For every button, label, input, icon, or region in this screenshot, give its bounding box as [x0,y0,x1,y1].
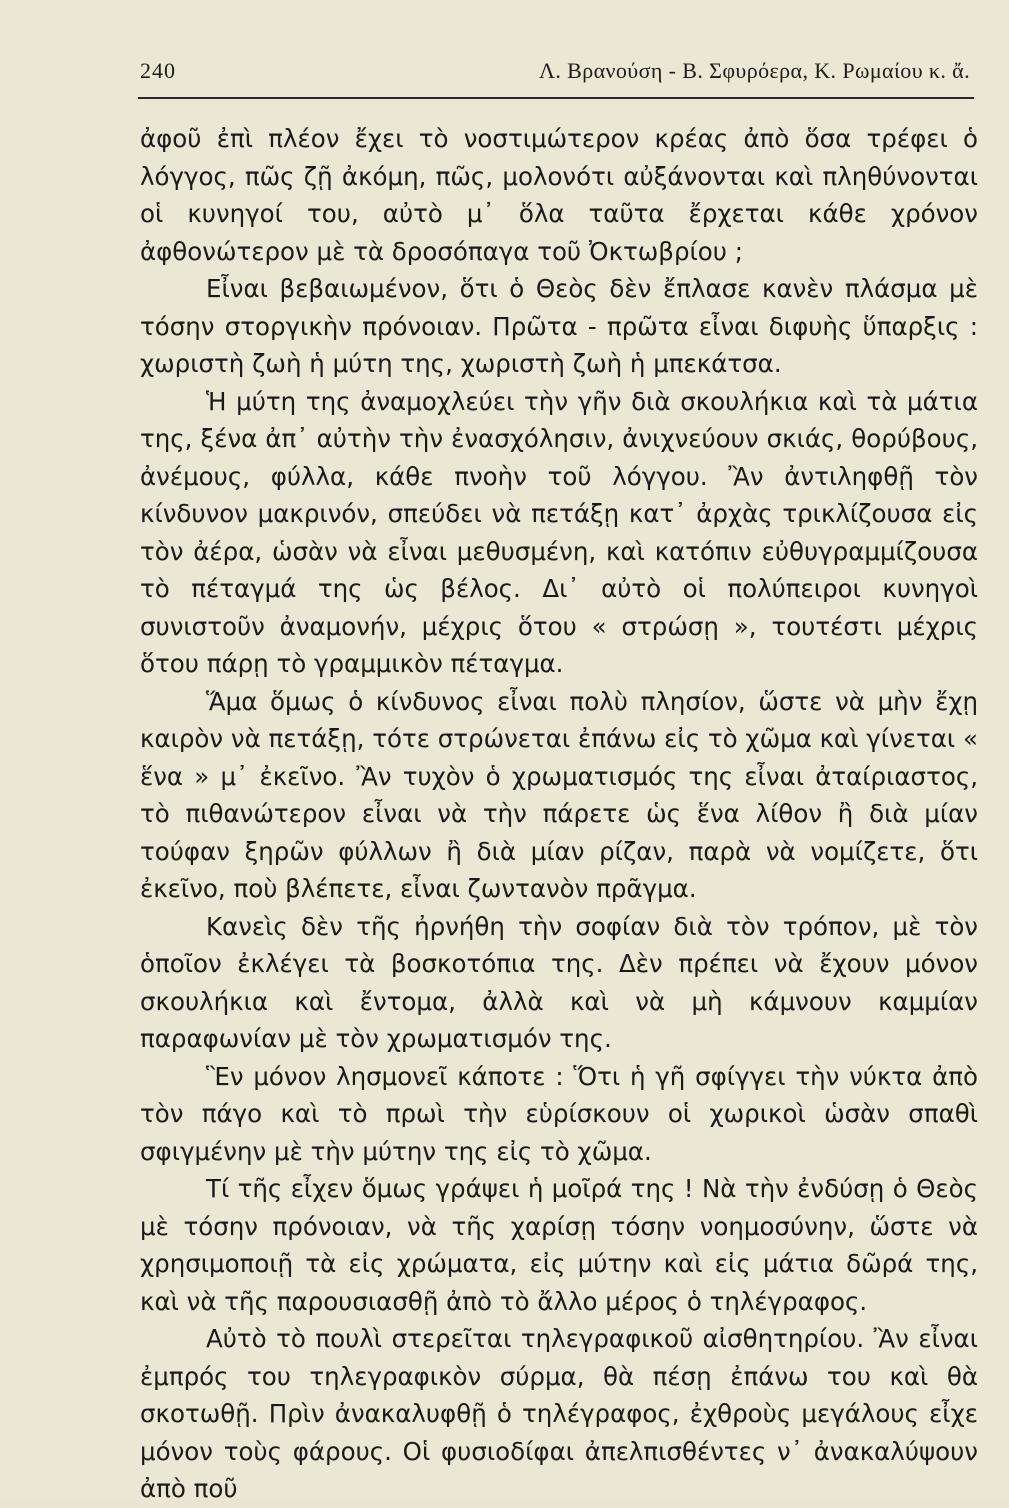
paragraph-8: Αὐτὸ τὸ πουλὶ στερεῖται τηλεγραφικοῦ αἰσθητηρίου. Ἂν εἶναι ἐμπρός του τηλεγραφικὸν σύρμα, θὰ πέσῃ ἐπάνω του καὶ θὰ σκοτωθῇ. Πρὶν ἀνακαλυφθῇ ὁ τηλέγραφος, ἐχθροὺς μεγάλους εἶχε μόνον τοὺς φάρους. Οἱ φυσιοδίφαι ἀπελπισθέντες ν᾽ ἀνακαλύψουν ἀπὸ ποῦ [140,1324,978,1503]
body-text [140,120,978,1508]
running-head: Λ. Βρανούση - Β. Σφυρόερα, Κ. Ρωμαίου κ. ἄ. [539,58,970,83]
paragraph-4: Ἅμα ὅμως ὁ κίνδυνος εἶναι πολὺ πλησίον, ὥστε νὰ μὴν ἔχῃ καιρὸν νὰ πετάξῃ, τότε στρώνεται ἐπάνω εἰς τὸ χῶμα καὶ γίνεται « ἕνα » μ᾽ ἐκεῖνο. Ἂν τυχὸν ὁ χρωματισμός της εἶναι ἀταίριαστος, τὸ πιθανώτερον εἶναι νὰ τὴν πάρετε ὡς ἕνα λίθον ἢ διὰ μίαν τούφαν ξηρῶν φύλλων ἢ διὰ μίαν ρίζαν, παρὰ νὰ νομίζετε, ὅτι ἐκεῖνο, ποὺ βλέπετε, εἶναι ζωντανὸν πρᾶγμα. [140,686,978,903]
header-rule [138,97,974,99]
page-header [140,58,970,88]
paragraph-7: Τί τῆς εἶχεν ὅμως γράψει ἡ μοῖρά της ! Νὰ τὴν ἐνδύσῃ ὁ Θεὸς μὲ τόσην πρόνοιαν, νὰ τῆς χαρίσῃ τόσην νοημοσύνην, ὥστε νὰ χρησιμοποιῇ τὰ εἰς χρώματα, εἰς μύτην καὶ εἰς μάτια δῶρά της, καὶ νὰ τῆς παρουσιασθῇ ἀπὸ τὸ ἄλλο μέρος ὁ τηλέγραφος. [140,1174,978,1316]
page-number: 240 [140,58,176,83]
paragraph-6: Ἓν μόνον λησμονεῖ κάποτε : Ὅτι ἡ γῆ σφίγγει τὴν νύκτα ἀπὸ τὸν πάγο καὶ τὸ πρωὶ τὴν εὑρίσκουν οἱ χωρικοὶ ὡσὰν σπαθὶ σφιγμένην μὲ τὴν μύτην της εἰς τὸ χῶμα. [140,1061,978,1166]
paragraph-2: Εἶναι βεβαιωμένον, ὅτι ὁ Θεὸς δὲν ἔπλασε κανὲν πλάσμα μὲ τόσην στοργικὴν πρόνοιαν. Πρῶτα - πρῶτα εἶναι διφυὴς ὕπαρξις : χωριστὴ ζωὴ ἡ μύτη της, χωριστὴ ζωὴ ἡ μπεκάτσα. [140,274,978,378]
paragraph-3: Ἡ μύτη της ἀναμοχλεύει τὴν γῆν διὰ σκουλήκια καὶ τὰ μάτια της, ξένα ἀπ᾽ αὐτὴν τὴν ἐνασχόλησιν, ἀνιχνεύουν σκιάς, θορύβους, ἀνέμους, φύλλα, κάθε πνοὴν τοῦ λόγγου. Ἂν ἀντιληφθῇ τὸν κίνδυνον μακρινόν, σπεύδει νὰ πετάξῃ κατ᾽ ἀρχὰς τρικλίζουσα εἰς τὸν ἀέρα, ὡσὰν νὰ εἶναι μεθυσμένη, καὶ κατόπιν εὐθυγραμμίζουσα τὸ πέταγμά της ὡς βέλος. Δι᾽ αὐτὸ οἱ πολύπειροι κυνηγοὶ συνιστοῦν ἀναμονήν, μέχρις ὅτου « στρώσῃ », τουτέστι μέχρις ὅτου πάρῃ τὸ γραμμικὸν πέταγμα. [140,386,978,678]
paragraph-5: Κανεὶς δὲν τῆς ἠρνήθη τὴν σοφίαν διὰ τὸν τρόπον, μὲ τὸν ὁποῖον ἐκλέγει τὰ βοσκοτόπια της. Δὲν πρέπει νὰ ἔχουν μόνον σκουλήκια καὶ ἔντομα, ἀλλὰ καὶ νὰ μὴ κάμνουν καμμίαν παραφωνίαν μὲ τὸν χρωματισμόν της. [140,911,978,1053]
paragraph-1: ἀφοῦ ἐπὶ πλέον ἔχει τὸ νοστιμώτερον κρέας ἀπὸ ὅσα τρέφει ὁ λόγγος, πῶς ζῇ ἀκόμη, πῶς, μολονότι αὐξάνονται καὶ πληθύνονται οἱ κυνηγοί του, αὐτὸ μ᾽ ὅλα ταῦτα ἔρχεται κάθε χρόνον ἀφθονώτερον μὲ τὰ δροσόπαγα τοῦ Ὀκτωβρίου ; [140,124,978,266]
